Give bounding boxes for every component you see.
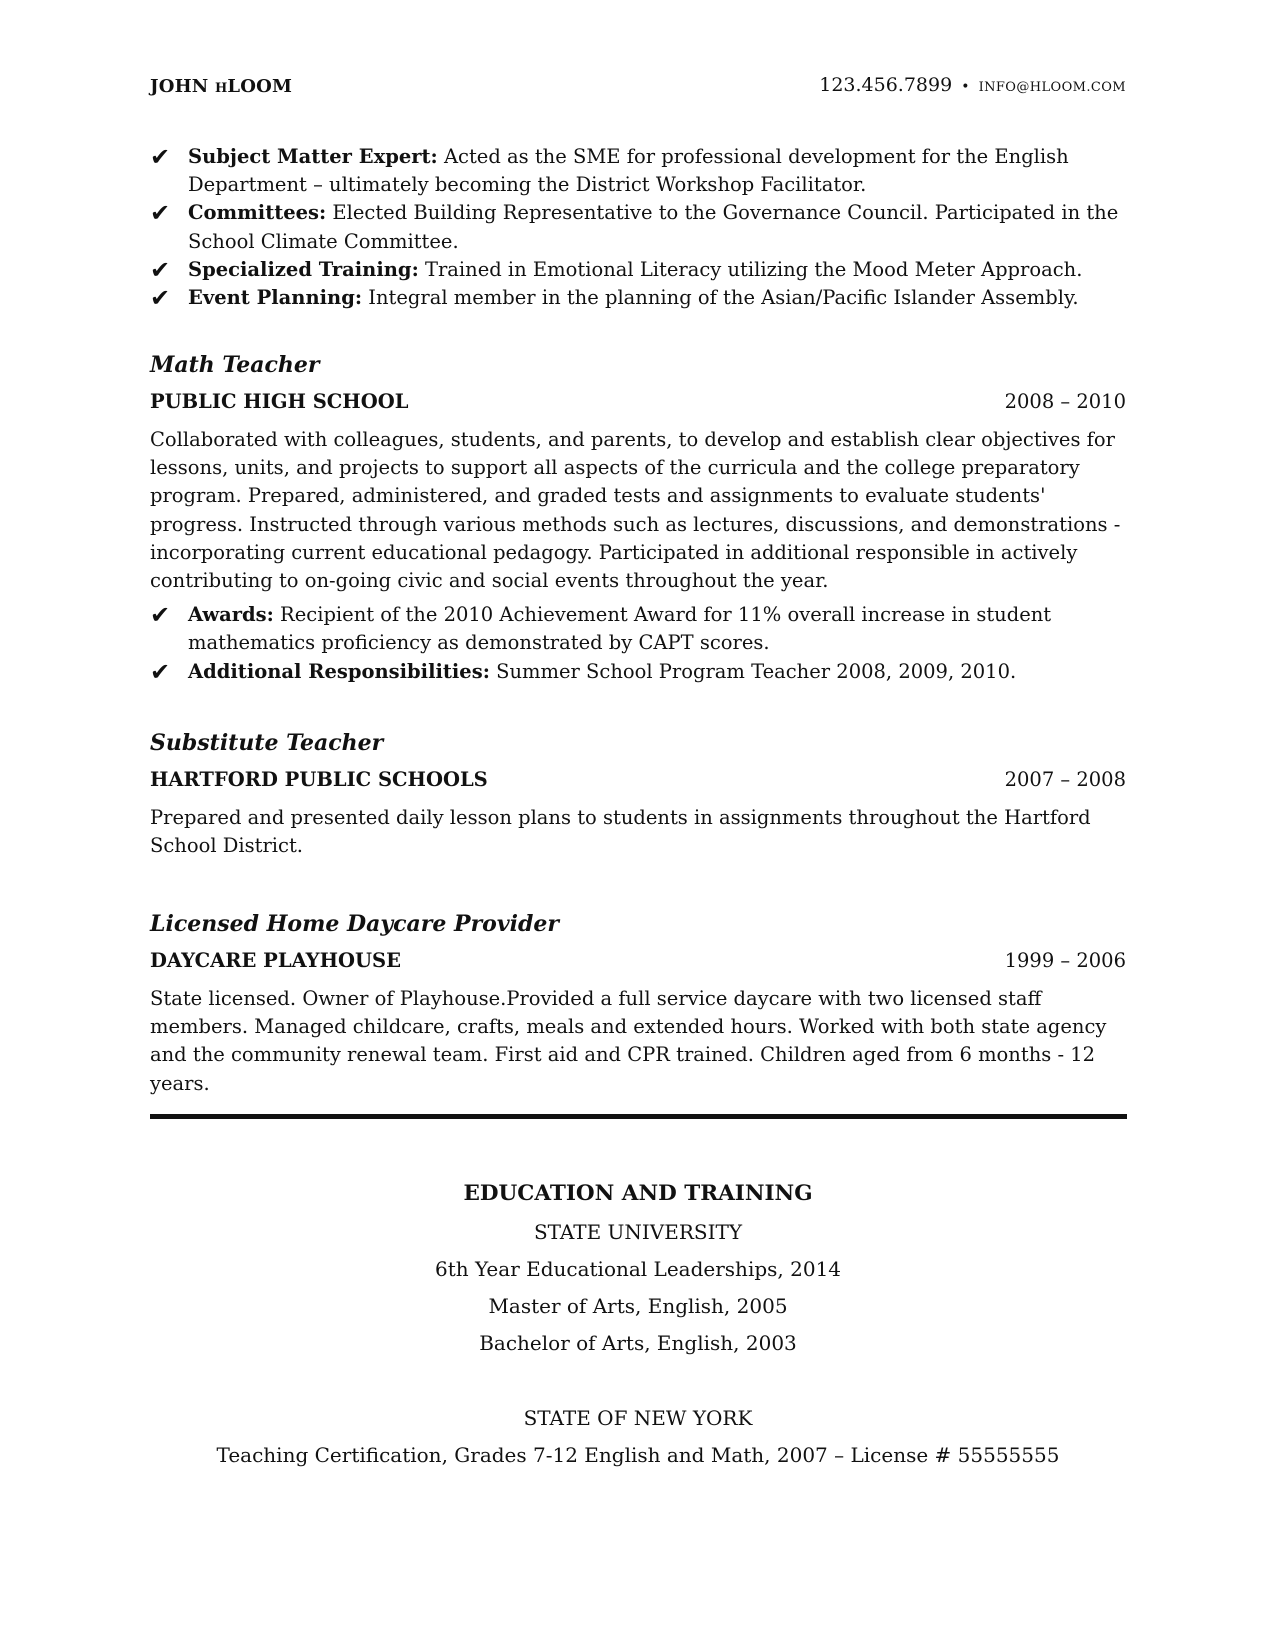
employer: HARTFORD PUBLIC SCHOOLS (150, 768, 488, 791)
job-title: Math Teacher (150, 352, 320, 378)
checkmark-icon: ✔ (150, 255, 171, 284)
job-meta (150, 768, 1126, 804)
job-dates: 2008 – 2010 (1004, 390, 1126, 413)
job-dates: 1999 – 2006 (1004, 949, 1126, 972)
section-divider (150, 1114, 1127, 1119)
section-heading: EDUCATION AND TRAINING (463, 1181, 813, 1206)
checkmark-icon: ✔ (150, 657, 171, 686)
school-name: STATE UNIVERSITY (533, 1220, 743, 1244)
job-daycare-provider (150, 909, 1126, 1098)
checkmark-icon: ✔ (150, 143, 171, 171)
degree: Bachelor of Arts, English, 2003 (479, 1331, 797, 1355)
education-section (150, 1177, 1126, 1475)
certification: Teaching Certification, Grades 7-12 English and Math, 2007 – License # 55555555 (216, 1443, 1060, 1467)
job-description: Prepared and presented daily lesson plans to students in assignments throughout the Hartford School District. (150, 806, 1091, 858)
checkmark-icon: ✔ (150, 199, 171, 228)
job-substitute-teacher (150, 728, 1126, 860)
job-achievements (150, 601, 1126, 686)
contact-info (819, 74, 1126, 96)
job-description: State licensed. Owner of Playhouse.Provided a full service daycare with two licensed staff members. Managed childcare, crafts, meals and extended hours. Worked with both state agency and the community renewal team. First aid and CPR trained. Children aged from 6 months - 12 years. (150, 987, 1107, 1095)
email-address: INFO@HLOOM.COM (978, 80, 1126, 95)
degree: Master of Arts, English, 2005 (488, 1294, 788, 1318)
candidate-name: JOHN HLOOM (150, 76, 293, 97)
achievement-item: ✔ Subject Matter Expert: Acted as the SME for professional development for the English Department – ultimately becoming the District Workshop Facilitator. (150, 143, 1069, 197)
employer: DAYCARE PLAYHOUSE (150, 949, 401, 972)
job-title: Licensed Home Daycare Provider (150, 911, 559, 937)
job-dates: 2007 – 2008 (1004, 768, 1126, 791)
job-math-teacher (150, 350, 1126, 686)
employer: PUBLIC HIGH SCHOOL (150, 390, 409, 413)
prior-job-achievements (150, 143, 1126, 312)
achievement-item: ✔ Event Planning: Integral member in the planning of the Asian/Pacific Islander Assembly. (150, 284, 1079, 313)
job-title: Substitute Teacher (150, 730, 384, 756)
achievement-item: ✔ Specialized Training: Trained in Emotional Literacy utilizing the Mood Meter Approach. (150, 255, 1083, 284)
achievement-item: ✔ Committees: Elected Building Representative to the Governance Council. Participated in the School Climate Committee. (150, 199, 1119, 253)
job-meta (150, 390, 1126, 426)
phone-number: 123.456.7899 (819, 74, 953, 96)
checkmark-icon: ✔ (150, 284, 171, 313)
achievement-item: ✔ Awards: Recipient of the 2010 Achievement Award for 11% overall increase in student mathematics proficiency as demonstrated by CAPT scores. (150, 601, 1052, 655)
job-meta (150, 949, 1126, 985)
achievement-item: ✔ Additional Responsibilities: Summer School Program Teacher 2008, 2009, 2010. (150, 657, 1017, 686)
spacer (150, 1363, 1126, 1401)
degree: 6th Year Educational Leaderships, 2014 (434, 1257, 842, 1281)
certifying-body: STATE OF NEW YORK (523, 1406, 753, 1430)
resume-header (150, 72, 1126, 102)
contact-separator: • (961, 79, 970, 95)
job-description: Collaborated with colleagues, students, and parents, to develop and establish clear objectives for lessons, units, and projects to support all aspects of the curricula and the college preparatory program. Prepared, administered, and graded tests and assignments to evaluate students' progress. Instructed through various methods such as lectures, discussions, and demonstrations - incorporating current educational pedagogy. Participated in additional responsible in actively contributing to on-going civic and social events throughout the year. (150, 428, 1121, 593)
checkmark-icon: ✔ (150, 601, 171, 630)
